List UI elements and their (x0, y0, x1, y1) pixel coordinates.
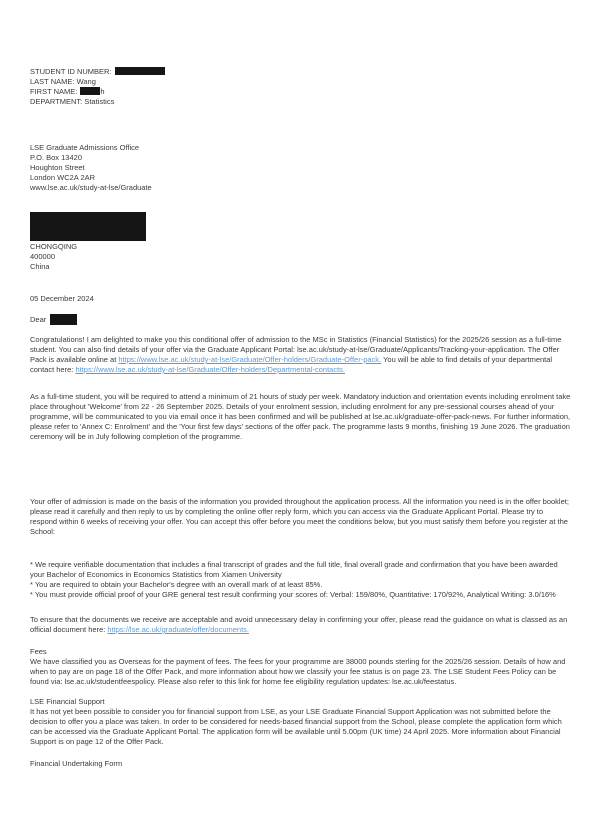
redacted-student-id (115, 67, 165, 75)
sender-address-line: Houghton Street (30, 163, 85, 172)
last-name-line (30, 77, 572, 87)
enrolment-paragraph: As a full-time student, you will be required to attend a minimum of 21 hours of study per week. Mandatory induction and orientation events including enrolment take place throughout 'Welcome' from 22 - 26 September 2025. Details of your enrolment session, including enrolment for any pre-sessional courses ahead of your programme, will be communicated to you via email once it has been confirmed and will be published at lse.ac.uk/graduate-offer-pack-news. For further information, please refer to 'Annex C: Enrolment' and the 'Your first few days' sections of the offer pack. The programme lasts 9 months, finishing 19 June 2026. The graduation ceremony will be in July following completion of the programme. (30, 392, 571, 441)
departmental-contacts-link[interactable]: https://www.lse.ac.uk/study-at-lse/Graduate/Offer-holders/Departmental-contacts. (75, 365, 346, 374)
fees-section (30, 647, 572, 687)
salutation-line (30, 314, 572, 325)
financial-undertaking-heading: Financial Undertaking Form (30, 759, 123, 768)
department-line (30, 97, 572, 107)
reply-paragraph: Your offer of admission is made on the basis of the information you provided throughout the application process. All the information you need is in the offer booklet; please read it carefully and then reply to us by completing the online offer reply form, which you can access via the Graduate Applicant Portal. Please try to respond within 6 weeks of receiving your offer. You can accept this offer before you meet the conditions below, but you must satisfy them before you register at the School: (30, 497, 569, 536)
last-name-value: Wang (76, 77, 96, 86)
letter-date: 05 December 2024 (30, 294, 94, 303)
financial-support-section (30, 697, 572, 747)
paragraph-text: You will be able to find details of your departmental contact here: (30, 355, 553, 374)
student-id-block (30, 67, 572, 107)
redacted-address-block (30, 212, 146, 241)
paragraph-text: Congratulations! I am delighted to make you this conditional offer of admission to the MSc in Statistics (Financial Statistics) for the 2025/26 session as a full-time student. You can also find details of your offer via the Graduate Applicant Portal: lse.ac.uk/study-at-lse/Graduate/Applicants/Tracking-your-application. The Offer Pack is available online at (30, 335, 562, 364)
fees-heading: Fees (30, 647, 47, 656)
sender-address-block (30, 143, 572, 193)
redacted-first-name (80, 87, 100, 95)
paragraph-text: To ensure that the documents we receive are acceptable and avoid unnecessary delay in confirming your offer, please read the guidance on what is classed as an official document here: (30, 615, 568, 634)
condition-item: * You must provide official proof of your GRE general test result confirming your scores of: Verbal: 159/80%, Quantitative: 170/92%, Analytical Writing: 3.0/16% (30, 590, 556, 599)
recipient-postcode: 400000 (30, 252, 56, 261)
first-name-trailing: h (100, 87, 105, 96)
sender-address-line: LSE Graduate Admissions Office (30, 143, 140, 152)
student-id-label: STUDENT ID NUMBER: (30, 67, 112, 76)
student-id-line (30, 67, 572, 77)
conditions-list (30, 560, 572, 600)
condition-item: * You are required to obtain your Bachelor's degree with an overall mark of at least 85%. (30, 580, 323, 589)
department-value: Statistics (84, 97, 115, 106)
salutation-text: Dear (30, 315, 47, 324)
sender-address-line: www.lse.ac.uk/study-at-lse/Graduate (30, 183, 152, 192)
official-documents-link[interactable]: https://lse.ac.uk/graduate/offer/documents. (107, 625, 250, 634)
offer-paragraph (30, 335, 572, 375)
recipient-city: CHONGQING (30, 242, 78, 251)
sender-address-line: P.O. Box 13420 (30, 153, 82, 162)
department-label: DEPARTMENT: (30, 97, 83, 106)
condition-item: * We require verifiable documentation that includes a final transcript of grades and the full title, final overall grade and confirmation that you have been awarded your Bachelor of Economics in Economics Statistics from Xiamen University (30, 560, 558, 579)
financial-support-heading: LSE Financial Support (30, 697, 105, 706)
redacted-recipient-name (50, 314, 77, 325)
sender-address-line: London WC2A 2AR (30, 173, 96, 182)
graduate-offer-pack-link[interactable]: https://www.lse.ac.uk/study-at-lse/Graduate/Offer-holders/Graduate-Offer-pack. (118, 355, 382, 364)
recipient-address-block (30, 242, 572, 272)
recipient-country: China (30, 262, 50, 271)
documents-paragraph (30, 615, 572, 635)
financial-support-paragraph: It has not yet been possible to consider you for financial support from LSE, as your LSE Graduate Financial Support Application was not submitted before the decision to offer you a place was taken. In order to be considered for needs-based financial support from the School, please complete the application form which can be accessed via the Graduate Applicant Portal. The application form will be available until 5.00pm (UK time) 24 April 2025. More information about Financial Support is on page 12 of the Offer Pack. (30, 707, 562, 746)
first-name-label: FIRST NAME: (30, 87, 78, 96)
last-name-label: LAST NAME: (30, 77, 75, 86)
first-name-line (30, 87, 572, 97)
fees-paragraph: We have classified you as Overseas for the payment of fees. The fees for your programme are 38000 pounds sterling for the 2025/26 session. Details of how and when to pay are on page 18 of the Offer Pack, and more information about how we classify your fee status is on page 23. The LSE Student Fees Policy can be found via: lse.ac.uk/studentfeespolicy. Please also refer to this link for home fee eligibility regulation updates: lse.ac.uk/feestatus. (30, 657, 566, 686)
